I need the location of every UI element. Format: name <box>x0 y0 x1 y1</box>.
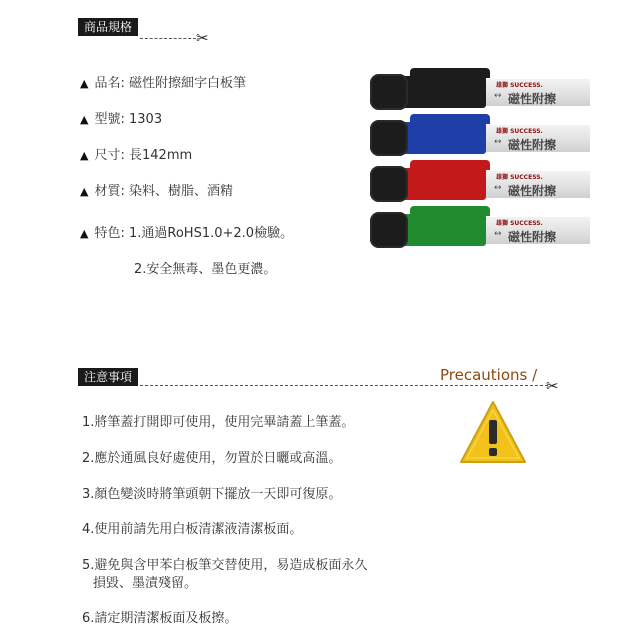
marker-barrel-text: 磁性附擦 <box>508 138 557 152</box>
spec-row-features <box>80 222 293 241</box>
spec-label: 型號: <box>94 112 125 127</box>
note-text: 2.應於通風良好處使用，勿置於日曬或高溫。 <box>82 451 342 466</box>
marker-brand: 雄獅 SUCCESS. <box>496 128 543 135</box>
notes-section-tag: 注意事項 <box>78 368 138 386</box>
scissors-icon: ✂ <box>546 377 559 395</box>
double-arrow-icon: ↔ <box>494 229 502 239</box>
triangle-bullet-icon: ▲ <box>80 113 89 126</box>
note-item-6 <box>82 610 237 628</box>
spec-feature-extra: 2.安全無毒、墨色更濃。 <box>134 262 277 277</box>
double-arrow-icon: ↔ <box>494 91 502 101</box>
marker-barrel <box>486 79 590 106</box>
spec-row-size <box>80 144 192 163</box>
marker-brand: 雄獅 SUCCESS. <box>496 82 543 89</box>
spec-row-material <box>80 180 233 199</box>
product-image <box>370 70 590 250</box>
marker-barrel-text: 磁性附擦 <box>508 92 557 106</box>
notes-divider <box>140 385 548 386</box>
note-item-3 <box>82 486 341 504</box>
spec-label: 材質: <box>94 184 125 199</box>
scissors-icon: ✂ <box>196 29 209 47</box>
spec-divider <box>140 38 196 39</box>
spec-label: 品名: <box>94 76 125 91</box>
note-text: 3.顏色變淡時將筆頭朝下擺放一天即可復原。 <box>82 487 342 502</box>
spec-value: 染料、樹脂、酒精 <box>129 184 234 199</box>
spec-value: 磁性附擦細字白板筆 <box>129 76 247 91</box>
marker-brand: 雄獅 SUCCESS. <box>496 174 543 181</box>
marker-green <box>370 212 590 248</box>
precautions-title: Precautions / <box>440 366 538 384</box>
double-arrow-icon: ↔ <box>494 183 502 193</box>
marker-eraser <box>370 74 408 110</box>
marker-barrel-text: 磁性附擦 <box>508 230 557 244</box>
spec-section-tag: 商品規格 <box>78 18 138 36</box>
marker-black <box>370 74 590 110</box>
spec-row-name <box>80 72 246 91</box>
warning-icon <box>458 398 528 466</box>
triangle-bullet-icon: ▲ <box>80 149 89 162</box>
note-item-5 <box>82 557 367 593</box>
marker-blue <box>370 120 590 156</box>
marker-eraser <box>370 120 408 156</box>
note-text-continued: 損毀、墨漬殘留。 <box>93 576 198 591</box>
triangle-bullet-icon: ▲ <box>80 227 89 240</box>
marker-red <box>370 166 590 202</box>
note-text: 6.請定期清潔板面及板擦。 <box>82 611 238 626</box>
marker-barrel <box>486 217 590 244</box>
note-text: 4.使用前請先用白板清潔液清潔板面。 <box>82 522 303 537</box>
note-item-1 <box>82 414 354 432</box>
note-item-4 <box>82 521 302 539</box>
marker-barrel-text: 磁性附擦 <box>508 184 557 198</box>
marker-eraser <box>370 212 408 248</box>
marker-barrel <box>486 171 590 198</box>
note-text: 1.將筆蓋打開即可使用，使用完畢請蓋上筆蓋。 <box>82 415 355 430</box>
marker-eraser <box>370 166 408 202</box>
double-arrow-icon: ↔ <box>494 137 502 147</box>
marker-brand: 雄獅 SUCCESS. <box>496 220 543 227</box>
spec-value: 長142mm <box>129 148 193 163</box>
spec-label: 特色: <box>94 226 125 241</box>
note-text: 5.避免與含甲苯白板筆交替使用，易造成板面永久 <box>82 558 368 573</box>
marker-barrel <box>486 125 590 152</box>
triangle-bullet-icon: ▲ <box>80 77 89 90</box>
spec-row-model <box>80 108 162 127</box>
note-item-2 <box>82 450 341 468</box>
spec-label: 尺寸: <box>94 148 125 163</box>
spec-value: 1.通過RoHS1.0+2.0檢驗。 <box>129 226 294 241</box>
spec-value: 1303 <box>129 112 163 127</box>
triangle-bullet-icon: ▲ <box>80 185 89 198</box>
